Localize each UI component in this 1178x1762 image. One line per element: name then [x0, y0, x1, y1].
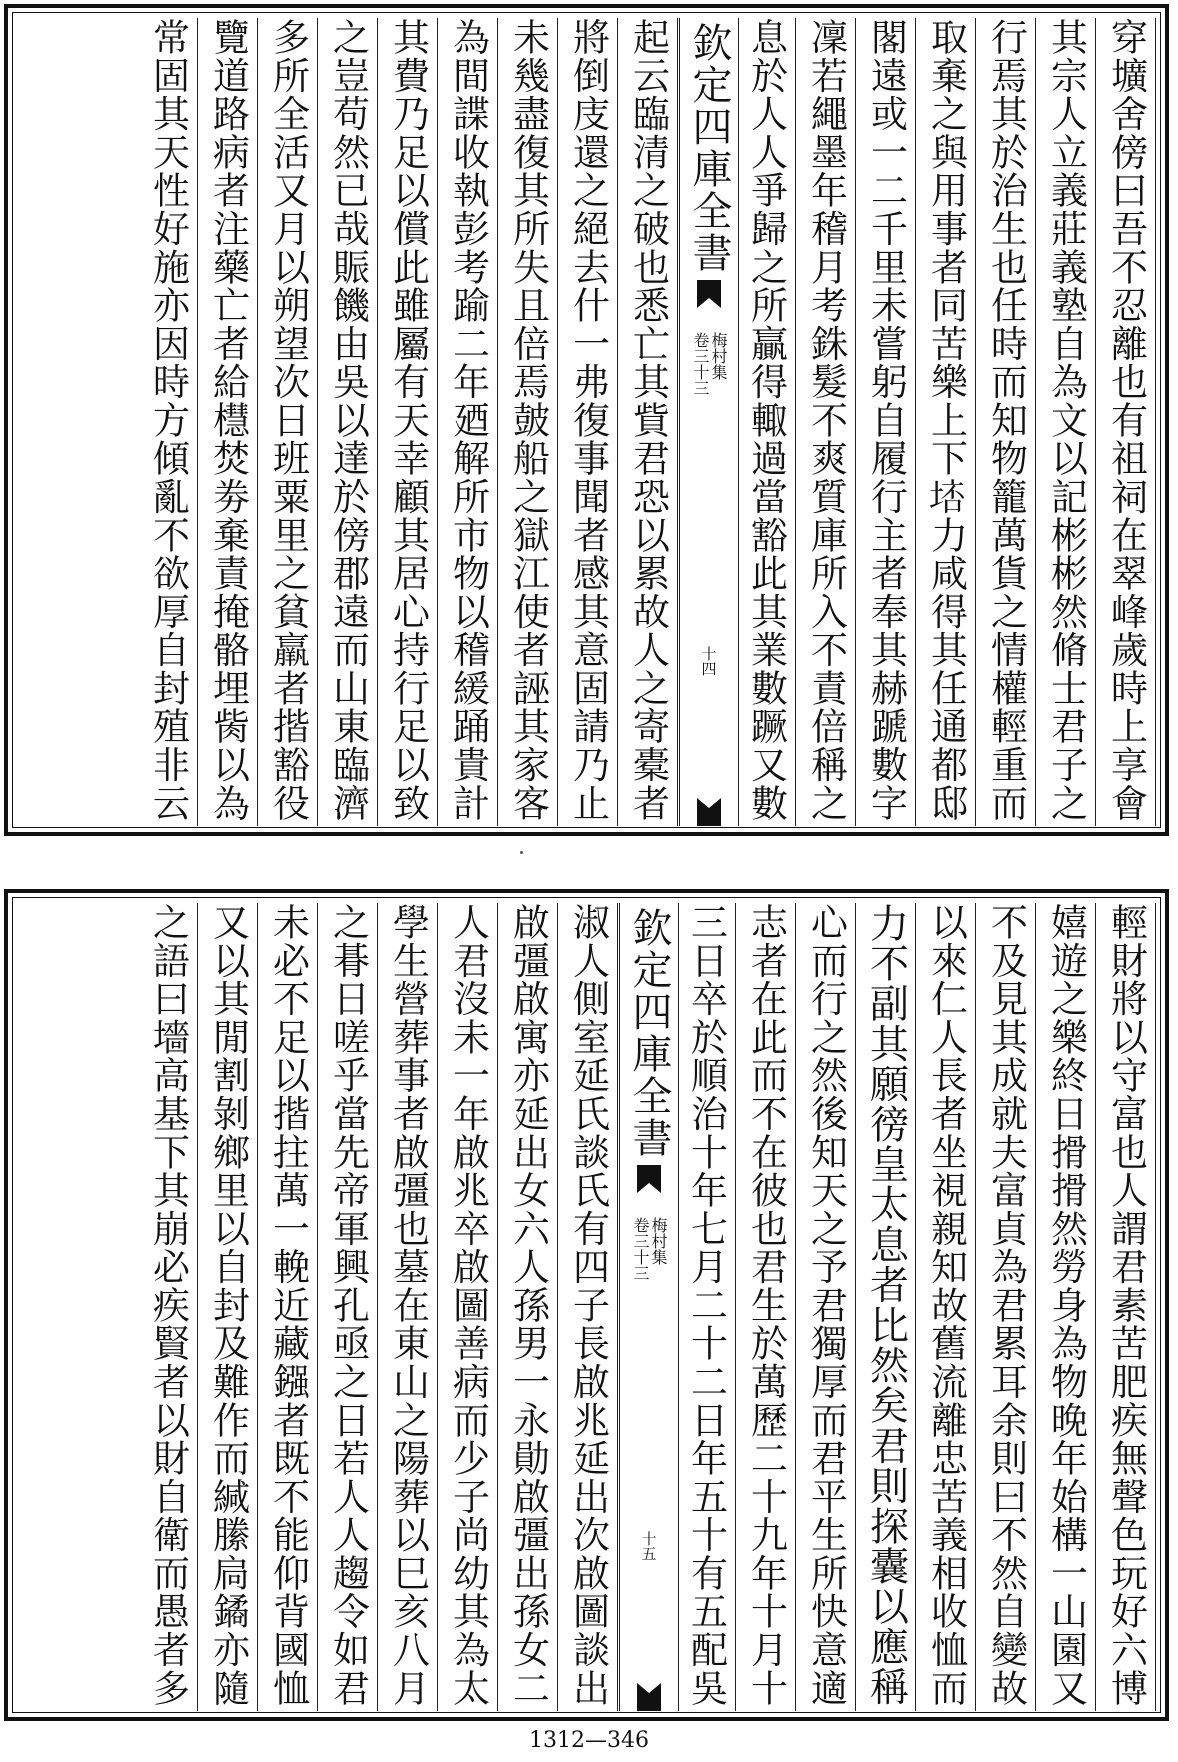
- text-column: [259, 903, 318, 1711]
- text-column: [797, 903, 856, 1711]
- column-text: 穿壙舍傍曰吾不忍離也有祖祠在翠峰歲時上享會: [1104, 18, 1148, 822]
- text-column: [559, 18, 618, 826]
- spine-title: 欽定四庫全書: [686, 22, 732, 274]
- spine-book: 梅村集: [649, 1217, 668, 1265]
- fish-tail-top-icon: [637, 1165, 661, 1205]
- column-text: 學生營葬事者啟彊也墓在東山之陽葬以巳亥八月: [386, 903, 430, 1707]
- text-column: [977, 18, 1036, 826]
- text-column: [199, 903, 258, 1711]
- column-text: 未幾盡復其所失且倍焉皷船之獄江使者誣其家客: [506, 18, 550, 822]
- text-column: [379, 18, 438, 826]
- column-text: 多所全活又月以朔望次日班粟里之貧羸者揩豁役: [266, 18, 310, 822]
- spine-page-number: 十四: [699, 646, 718, 676]
- scan-speck: [520, 851, 523, 854]
- text-column: [259, 18, 318, 826]
- column-text: 之朞日嗟乎當先帝軍興孔亟之日若人人趨令如君: [326, 903, 370, 1707]
- lower-page-spine: [619, 903, 679, 1711]
- text-column: [379, 903, 438, 1711]
- fish-tail-bottom-icon: [637, 1671, 661, 1711]
- text-column: [1097, 903, 1156, 1711]
- column-text: 以來仁人長者坐視親知故舊流離忠苦義相收恤而: [924, 903, 968, 1707]
- column-text: 不及見其成就夫富貞為君累耳余則曰不然自變故: [984, 903, 1028, 1707]
- column-text: 取棄之與用事者同苦樂上下𡌮力咸得其任通都邸: [924, 18, 968, 822]
- text-column: [199, 18, 258, 826]
- text-column: [857, 903, 916, 1711]
- text-column: [977, 903, 1036, 1711]
- text-column: [737, 903, 796, 1711]
- column-text: 心而行之然後知天之予君獨厚而君平生所快意適: [804, 903, 848, 1707]
- column-text: 啟彊啟寓亦延出女六人孫男一永勛啟彊出孫女二: [506, 903, 550, 1707]
- text-column: [319, 18, 378, 826]
- text-column: [1037, 903, 1096, 1711]
- text-column: [677, 903, 736, 1711]
- column-text: 為間諜收執彭考踰二年廼解所市物以稽緩踊貴計: [446, 18, 490, 822]
- spine-book: 梅村集: [709, 332, 728, 380]
- text-column: [737, 18, 796, 826]
- text-column: [139, 903, 198, 1711]
- text-column: [917, 18, 976, 826]
- fish-tail-bottom-icon: [697, 786, 721, 826]
- text-column: [439, 18, 498, 826]
- upper-page-spine: [679, 18, 739, 826]
- column-text: 常固其天性好施亦因時方傾亂不欲厚自封殖非云: [146, 18, 190, 822]
- column-text: 輕財將以守富也人謂君素苦肥疾無聲色玩好六博: [1104, 903, 1148, 1707]
- column-text: 又以其閒割剝鄉里以自封及難作而緘縢扃鐍亦隨: [206, 903, 250, 1707]
- column-text: 之豈苟然已哉賑饑由吳以達於傍郡遠而山東臨濟: [326, 18, 370, 822]
- text-column: [319, 903, 378, 1711]
- spine-juan: 卷三十三: [691, 332, 710, 396]
- column-text: 將倒庋還之絕去什一弗復事聞者感其意固請乃止: [566, 18, 610, 822]
- page-reference: 1312—346: [529, 1728, 649, 1753]
- column-text: 息於人人爭歸之所贏得輙過當豁此其業數蹶又數: [744, 18, 788, 822]
- text-column: [1037, 18, 1096, 826]
- column-text: 其費乃足以償此雖屬有天幸顧其居心持行足以致: [386, 18, 430, 822]
- text-column: [499, 903, 558, 1711]
- text-column: [1097, 18, 1156, 826]
- text-column: [797, 18, 856, 826]
- column-text: 嬉遊之樂終日搰搰然勞身為物晚年始構一山園又: [1044, 903, 1088, 1707]
- column-text: 志者在此而不在彼也君生於萬歷二十九年十月十: [744, 903, 788, 1707]
- column-text: 覽道路病者注藥亡者給櫘焚劵棄責掩骼埋胔以為: [206, 18, 250, 822]
- lower-page-panel: [4, 889, 1169, 1721]
- text-column: [499, 18, 558, 826]
- upper-page-panel: [4, 4, 1169, 836]
- column-text: 力不副其願徬皇太息者比然矣君則探囊以應稱: [863, 903, 909, 1707]
- spine-page-number: 十五: [639, 1531, 658, 1561]
- text-column: [619, 18, 678, 826]
- column-text: 三日卒於順治十年七月二十二日年五十有五配吳: [684, 903, 728, 1707]
- column-text: 凜若繩墨年稽月考銖髮不爽質庫所入不責倍稱之: [804, 18, 848, 822]
- text-column: [857, 18, 916, 826]
- fish-tail-top-icon: [697, 280, 721, 320]
- column-text: 行焉其於治生也任時而知物籠萬貨之情權輕重而: [984, 18, 1028, 822]
- column-text: 淑人側室延氏談氏有四子長啟兆延出次啟圖談出: [566, 903, 610, 1707]
- text-column: [559, 903, 618, 1711]
- text-column: [917, 903, 976, 1711]
- text-column: [439, 903, 498, 1711]
- spine-meta: [692, 332, 726, 396]
- column-text: 未必不足以揩拄萬一輓近藏鏹者既不能仰背國恤: [266, 903, 310, 1707]
- column-text: 閣遠或一二千里未嘗躬自履行主者奉其赫蹏數字: [864, 18, 908, 822]
- spine-meta: [632, 1217, 666, 1281]
- column-text: 之語曰墻高基下其崩必疾賢者以財自衛而愚者多: [146, 903, 190, 1707]
- column-text: 人君沒未一年啟兆卒啟圖善病而少子尚幼其為太: [446, 903, 490, 1707]
- spine-juan: 卷三十三: [631, 1217, 650, 1281]
- column-text: 其宗人立義莊義塾自為文以記彬彬然脩士君子之: [1044, 18, 1088, 822]
- text-column: [139, 18, 198, 826]
- spine-title: 欽定四庫全書: [626, 907, 672, 1159]
- column-text: 起云臨清之破也悉亡其貲君恐以累故人之寄橐者: [626, 18, 670, 822]
